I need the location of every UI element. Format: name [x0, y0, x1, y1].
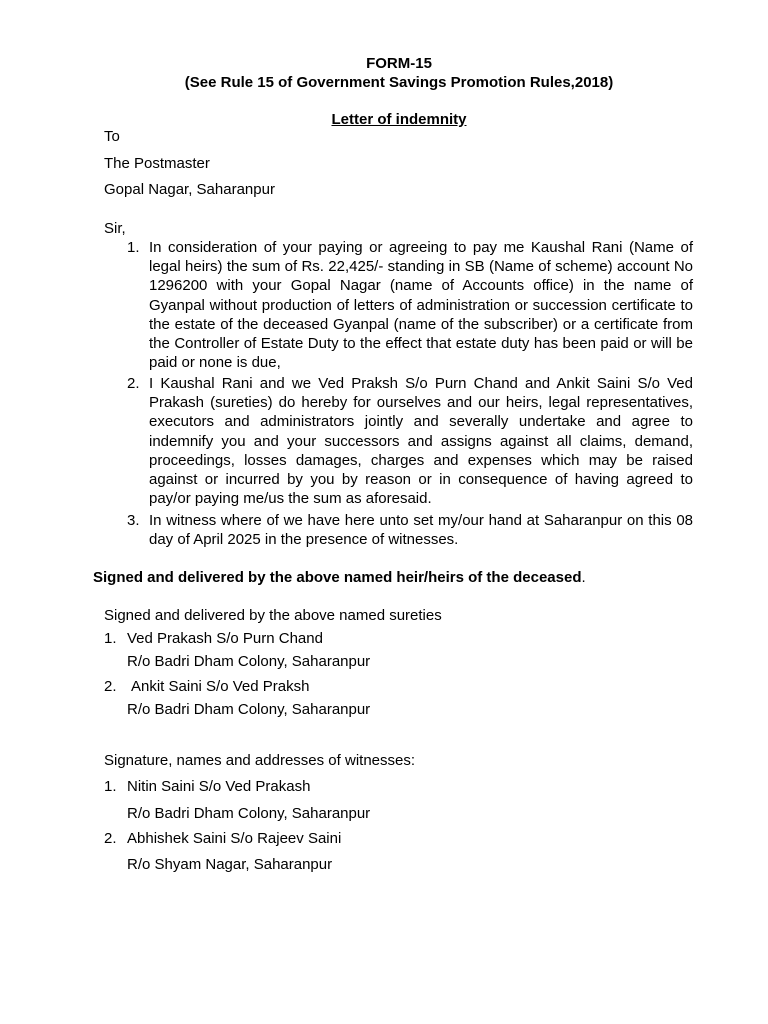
- witness-address: R/o Badri Dham Colony, Saharanpur: [127, 805, 371, 822]
- clause-number: 3.: [127, 512, 140, 529]
- letter-heading: Letter of indemnity: [331, 111, 467, 128]
- witness-name: Abhishek Saini S/o Rajeev Saini: [127, 830, 342, 847]
- witness-name: Nitin Saini S/o Ved Prakash: [127, 778, 311, 795]
- clause-text: I Kaushal Rani and we Ved Praksh S/o Purn Chand and Ankit Saini S/o Ved Prakash (sureties) do hereby for ourselves and our heirs, legal representatives, executors and administrators jointly and severally undertake and agree to indemnify you and your successors and assigns against all claims, demand, proceedings, losses damages, charges and expenses which may be raised against or incurred by you by reason or in consequence of having agreed to pay/or paying me/us the sum as aforesaid.: [149, 375, 693, 508]
- heirs-signature-period: .: [581, 569, 586, 586]
- witnesses-heading: Signature, names and addresses of witnesses:: [104, 752, 416, 769]
- surety-number: 1.: [104, 630, 117, 647]
- witness-number: 1.: [104, 778, 117, 795]
- addressee: The Postmaster: [104, 155, 210, 172]
- surety-number: 2.: [104, 678, 117, 695]
- clause-text: In consideration of your paying or agreeing to pay me Kaushal Rani (Name of legal heirs) the sum of Rs. 22,425/- standing in SB (Name of scheme) account No 1296200 with your Gopal Nagar (name of Accounts office) in the name of Gyanpal without production of letters of administration or succession certificate to the estate of the deceased Gyanpal (name of the subscriber) or a certificate from the Controller of Estate Duty to the effect that estate duty has been paid or will be paid or none is due,: [149, 239, 693, 372]
- salutation: Sir,: [104, 220, 126, 237]
- heirs-signature-line: [93, 568, 586, 587]
- clause-number: 2.: [127, 375, 140, 392]
- surety-name: Ved Prakash S/o Purn Chand: [127, 630, 323, 647]
- surety-address: R/o Badri Dham Colony, Saharanpur: [127, 701, 371, 718]
- clause-number: 1.: [127, 239, 140, 256]
- sureties-heading: Signed and delivered by the above named sureties: [104, 607, 442, 624]
- witness-address: R/o Shyam Nagar, Saharanpur: [127, 856, 333, 873]
- heirs-signature-text: Signed and delivered by the above named heir/heirs of the deceased: [93, 569, 582, 586]
- to-line: To: [104, 128, 120, 145]
- form-title: FORM-15: [366, 55, 432, 72]
- addressee-address: Gopal Nagar, Saharanpur: [104, 181, 275, 198]
- witness-number: 2.: [104, 830, 117, 847]
- surety-address: R/o Badri Dham Colony, Saharanpur: [127, 653, 371, 670]
- surety-name: Ankit Saini S/o Ved Praksh: [131, 678, 310, 695]
- clause-text: In witness where of we have here unto set my/our hand at Saharanpur on this 08 day of April 2025 in the presence of witnesses.: [149, 512, 693, 549]
- form-subtitle: (See Rule 15 of Government Savings Promotion Rules,2018): [184, 74, 614, 91]
